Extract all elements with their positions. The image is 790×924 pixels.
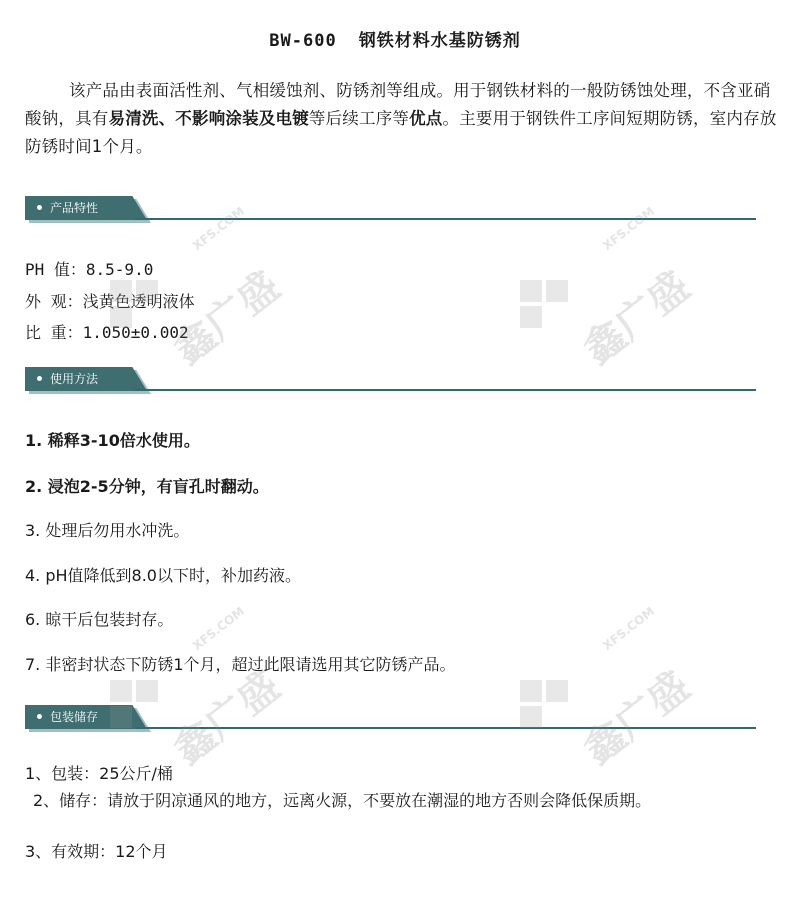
watermark-logo: 鑫广盛 XFS.COM (520, 580, 700, 760)
property-density: 比 重：1.050±0.002 (25, 323, 189, 342)
section-title-packaging: 包装储存 (50, 710, 99, 724)
watermark-logo: 鑫广盛 XFS.COM (520, 180, 700, 360)
intro-text-2: 等后续工序等 (308, 109, 410, 128)
intro-text-3: 。主要用于钢铁件工序间短期防锈，室内存放防锈时间1个月。 (25, 109, 777, 156)
usage-step: 2. 浸泡2-5分钟，有盲孔时翻动。 (25, 477, 269, 496)
intro-text-1: 该产品由表面活性剂、气相缓蚀剂、防锈剂等组成。用于钢铁材料的一般防锈蚀处理，不含亚硝酸钠，具有 (25, 81, 771, 128)
usage-step: 1. 稀释3-10倍水使用。 (25, 431, 200, 450)
bullet-icon (37, 205, 42, 210)
section-title-usage: 使用方法 (50, 372, 99, 386)
section-label (37, 708, 98, 726)
storage-item: 2、储存：请放于阴凉通风的地方，远离火源，不要放在潮湿的地方否则会降低保质期。 (33, 791, 652, 810)
section-divider (135, 389, 756, 391)
usage-step: 7. 非密封状态下防锈1个月，超过此限请选用其它防锈产品。 (25, 655, 456, 674)
properties-list (25, 254, 195, 349)
watermark-logo: 鑫广盛 XFS.COM (110, 580, 290, 760)
intro-paragraph (25, 77, 785, 161)
product-name: 钢铁材料水基防锈剂 (358, 31, 521, 51)
usage-step: 3. 处理后勿用水冲洗。 (25, 521, 190, 540)
property-appearance: 外 观：浅黄色透明液体 (25, 291, 195, 311)
intro-bold-1: 易清洗、不影响涂装及电镀 (108, 109, 309, 128)
section-header-usage (25, 367, 756, 393)
intro-bold-2: 优点 (409, 109, 443, 128)
watermark-logo: 鑫广盛 XFS.COM (110, 180, 290, 360)
bullet-icon (37, 376, 42, 381)
section-divider (135, 727, 756, 729)
section-header-features (25, 196, 756, 222)
section-divider (135, 218, 756, 220)
document-title (0, 26, 790, 51)
usage-step: 4. pH值降低到8.0以下时，补加药液。 (25, 566, 301, 585)
section-title-features: 产品特性 (50, 201, 99, 215)
usage-step: 6. 晾干后包装封存。 (25, 610, 174, 629)
section-label (37, 199, 98, 217)
product-code: BW-600 (269, 31, 337, 51)
bullet-icon (37, 714, 42, 719)
packaging-info (25, 760, 785, 865)
section-header-packaging (25, 705, 756, 731)
shelf-life-item: 3、有效期：12个月 (25, 842, 168, 861)
property-ph: PH 值：8.5-9.0 (25, 260, 154, 279)
packaging-item: 1、包装：25公斤/桶 (25, 764, 173, 783)
section-label (37, 370, 98, 388)
